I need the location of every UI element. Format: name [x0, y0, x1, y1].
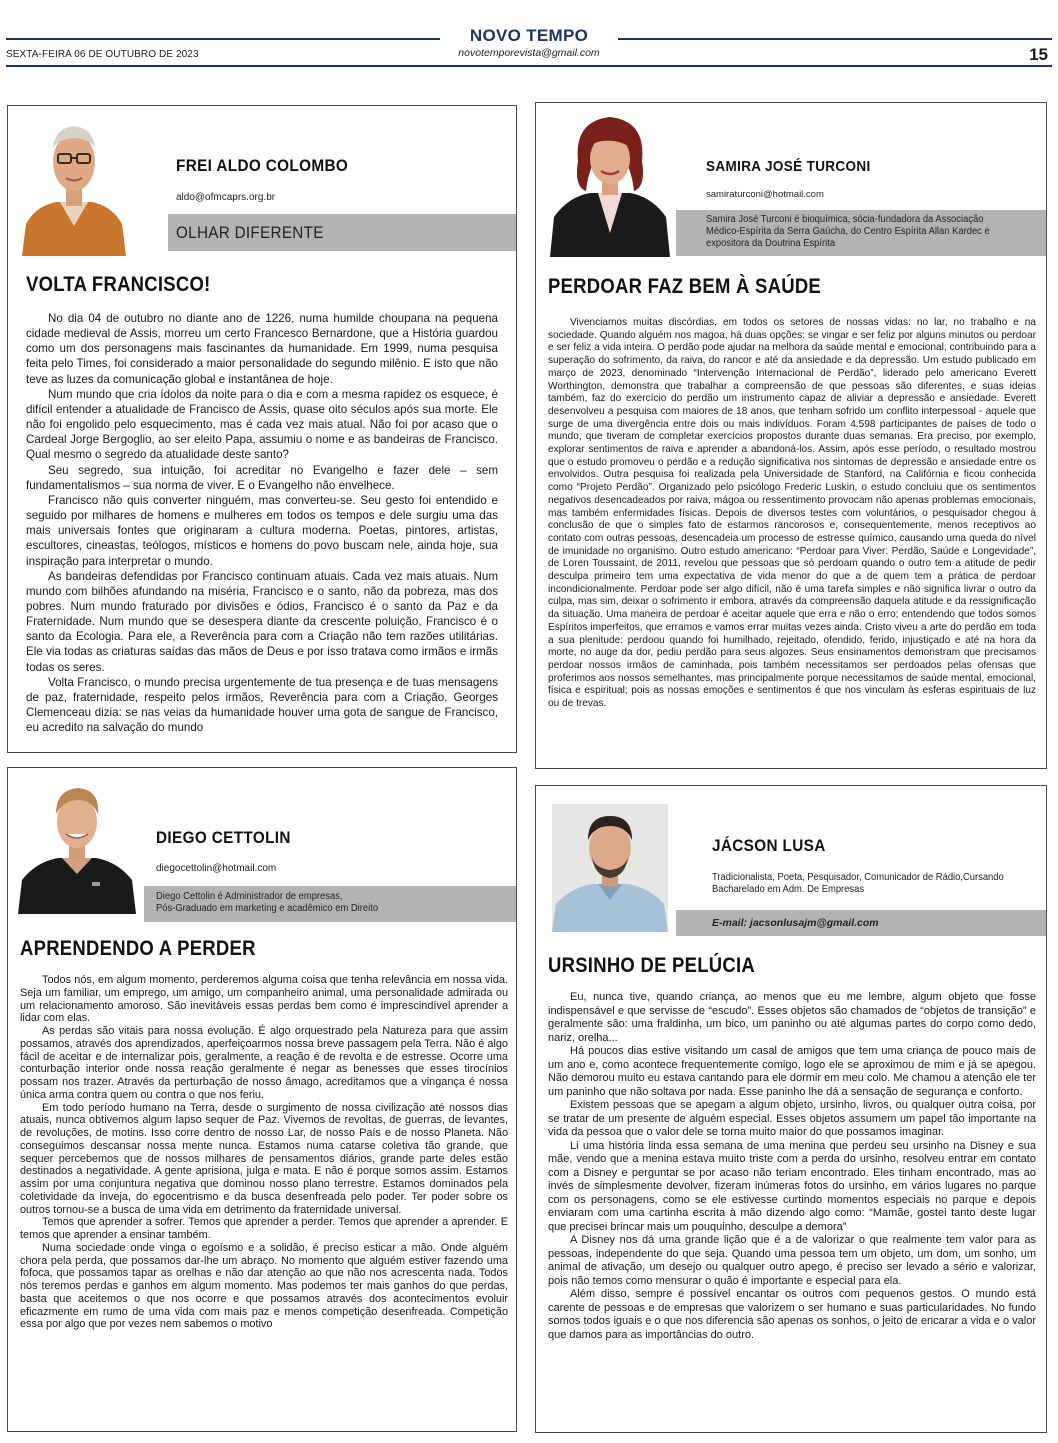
author-bio — [156, 891, 485, 915]
author-name: DIEGO CETTOLIN — [156, 828, 291, 847]
paragraph: Li uma história linda essa semana de uma menina que perdeu seu ursinho na Disney e sua mãe, vendo que a menina estava muito triste com a perda do ursinho, resolveu entrar em contato com a Disney e perguntar se por acaso não teriam encontrado. Eles tinham encontrado, mas ao invés de simplesmente devolver, fizeram inúmeras fotos do ursinho, em vários lugares no parque com os personagens, como se ele estivesse curtindo momentos especiais no parque e depois enviaram com uma cartinha escrita à mão dizendo algo como: “Mamãe, gostei tanto deste lugar que precisei brincar mais um pouquinho, desculpe a demora” — [548, 1139, 1036, 1233]
page-number: 15 — [1029, 45, 1048, 64]
column-samira-jose-turconi — [535, 102, 1047, 769]
portrait-icon — [552, 804, 668, 932]
article-headline: PERDOAR FAZ BEM À SAÚDE — [548, 275, 822, 298]
author-bio-line: Diego Cettolin é Administrador de empresas, — [156, 891, 343, 902]
portrait-icon — [18, 772, 136, 914]
paragraph: No dia 04 de outubro no diante ano de 1226, numa humilde choupana na pequena cidade medieval de Assis, morreu um certo Francesco Bernardone, que a História guardou como um dos personagens mais fascinantes da humanidade. Em 1999, numa pesquisa feita pelo Times, foi considerado a maior personalidade do segundo milênio. E isto que não teve as luzes da comunicação global e instantânea de hoje. — [26, 312, 498, 386]
paragraph: A Disney nos dá uma grande lição que é a de valorizar o que realmente tem valor para as pessoas, independente do que seja. Quando uma pessoa tem um objeto, um dom, um sonho, um animal de ativação, um desejo ou qualquer outro apego, é preciso ser levado a sério e valorizar, pois não temos como mensurar o quão é importante e especial para ela. — [548, 1234, 1036, 1287]
paragraph: Volta Francisco, o mundo precisa urgentemente de tua presença e de tuas mensagens de paz, fraternidade, respeito pelos irmãos, Reverência para com a Criação. Georges Clemenceau dizia: se nas veias da humanidade houver uma gota de sangue de Francisco, eu acredito na salvação do mundo — [26, 675, 498, 735]
paragraph: Num mundo que cria ídolos da noite para o dia e com a mesma rapidez os esquece, é difícil entender a atualidade de Francisco de Assis, quase oito séculos após sua morte. Ele não foi engolido pelo esquecimento, mas é cada vez mais atual. Não foi por acaso que o Cardeal Jorge Bergoglio, ao ser eleito Papa, assumiu o nome e as bandeiras de Francisco. Qual mesmo o segredo da atualidade deste santo? — [26, 387, 498, 462]
paragraph: Francisco não quis converter ninguém, mas converteu-se. Seu gesto foi entendido e seguido por milhares de homens e mulheres em todos os tempos e dele surgiu uma das mais universais fontes que originaram a cultura moderna. Poetas, pintores, artistas, escultores, cineastas, teólogos, místicos e homens do povo buscam nele, ainda hoje, sua inspiração para interpretar o mundo. — [26, 493, 498, 568]
paragraph: Todos nós, em algum momento, perderemos alguma coisa que tenha relevância em nossa vida. Seja um familiar, um emprego, um amigo, um companheiro animal, uma personalidade admirada ou um relacionamento amoroso. São inevitáveis essas perdas bem como é imprescindível aprender a lidar com elas. — [20, 974, 508, 1025]
newspaper-name: NOVO TEMPO — [469, 26, 589, 45]
paragraph: As bandeiras defendidas por Francisco continuam atuais. Cada vez mais atuais. Num mundo com bilhões afundando na miséria, Francisco e o santo, não da pobreza, mas dos pobres. Num mundo fraturado por divisões e ódios, Francisco é o santo da Paz e da Fraternidade. Num mundo que se desespera diante da crescente poluição, Francisco é o santo da Ecologia. Para ele, a Reverência para com a Criação não tem razões utilitárias. Ele via todas as criaturas saídas das mãos de Deus e por isso tratava como irmãos e irmãs todas os seres. — [26, 569, 498, 674]
article-body — [26, 311, 498, 735]
paragraph: Existem pessoas que se apegam a algum objeto, ursinho, livros, ou qualquer outra coisa, por se tratar de um presente de alguém especial. Esses objetos assumem um papel tão importante na vida da pessoa que o valor dele se torna muito maior do que possamos imaginar. — [548, 1099, 1036, 1138]
article-headline: URSINHO DE PELÚCIA — [548, 954, 756, 977]
author-photo — [552, 804, 668, 932]
author-email[interactable]: samiraturconi@hotmail.com — [706, 189, 824, 200]
author-photo — [18, 772, 136, 914]
article-body — [548, 317, 1036, 711]
author-bio-line: Tradicionalista, Poeta, Pesquisador, Comunicador de Rádio,Cursando — [712, 872, 1004, 883]
paragraph: Há poucos dias estive visitando um casal de amigos que tem uma criança de pouco mais de um ano e, como acontece frequentemente comigo, logo ele se aproximou de mim e já se apegou. Não demorou muito eu estava cantando para ele dormir em meu colo. Me chamou a atenção ele ter um paninho que não soltava por nada. Esse paninho lhe dá a sensação de segurança e conforto. — [548, 1045, 1036, 1098]
portrait-icon — [550, 105, 670, 257]
paragraph: Seu segredo, sua intuição, foi acreditar no Evangelho e fazer dele – sem fundamentalismos – sua norma de viver. E o Evangelho não envelhece. — [26, 463, 498, 492]
paragraph: Em todo período humano na Terra, desde o surgimento de nossa civilização até nossos dias atuais, nunca obtivemos algum lapso sequer de Paz. Vivemos de revoltas, de guerras, de levantes, de revoluções, de motins. Isso corre dentro de nosso Lar, de nosso País e de nosso Planeta. Não conseguimos descansar nossa mente nunca. Estamos numa catarse coletiva tão grande, que sequer percebemos que de nossos milhares de pensamentos diários, grande parte deles estão destinados a negatividade. A gente aprisiona, julga e mata. E não é porque somos assim. Estamos assim por uma conjuntura negativa que dominou nosso plano terrestre. Estamos dominados pela coletividade da inveja, do egocentrismo e da busca desenfreada pelo poder. Ter poder sobre os outros tornou-se a busca de uma vida em detrimento da fraternidade universal. — [20, 1101, 508, 1216]
author-bio-line: Bacharelado em Adm. De Empresas — [712, 884, 865, 895]
article-headline: VOLTA FRANCISCO! — [26, 273, 211, 296]
header-bottom-rule — [6, 65, 1052, 67]
author-email[interactable]: aldo@ofmcaprs.org.br — [176, 192, 276, 203]
masthead — [440, 26, 618, 64]
author-photo — [22, 106, 126, 256]
author-bio: Samira José Turconi é bioquímica, sócia-fundadora da Associação Médico-Espírita da Serra Gaúcha, do Centro Espírita Allan Kardec e expositora da Doutrina Espírita — [706, 214, 990, 249]
section-label: OLHAR DIFERENTE — [176, 223, 324, 242]
paragraph: Vivenciamos muitas discórdias, em todos os setores de nossas vidas: no lar, no trabalho e na sociedade. Quando alguém nos magoa, há duas opções: se vingar e ser feliz por alguns minutos ou perdoar e ser feliz a vida inteira. O perdão pode ajudar na melhora da saúde mental e emocional, contribuindo para a superação do sofrimento, da raiva, do rancor e até da ansiedade e da depressão. Um estudo publicado em março de 2023, denominado “Intervenção Internacional de Perdão”, liderado pelo americano Everett Worthington, demonstra que trabalhar a compreensão de que pessoas são diferentes, e suas ideias também, faz do exercício do perdão um instrumento capaz de aliviar a depressão e ansiedade. Everett desenvolveu a pesquisa com maiores de 18 anos, que tenham sofrido um conflito interpessoal - aquele que surge de uma divergência entre dois ou mais indivíduos. Foram 4.598 participantes de países de todo o mundo, que tiveram de completar exercícios propostos durante duas semanas. Era preciso, por exemplo, explorar sentimentos de raiva e aprender a abandoná-los. Assim, após esse período, o resultado mostrou que o estudo promoveu o perdão e a redução significativa nos sintomas de depressão e ansiedade entre os envolvidos. Outra pesquisa foi realizada pela Universidade de Stanford, na Califórnia e ficou conhecida como “Projeto Perdão”. Organizado pelo psicólogo Frederic Luskin, o estudo concluiu que os sentimentos negativos desencadeados por raiva, mágoa ou ressentimento provocam não apenas problemas emocionais, mas também enfermidades físicas. Depois de diversos testes com voluntários, o pesquisador chegou à conclusão de que o simples fato de estarmos rancorosos e, consequentemente, menos receptivos ao contato com outras pessoas, desencadeia um processo de estresse químico, causando uma queda do nível de imunidade no organismo. Outro estudo americano: “Perdoar para Viver: Perdão, Saúde e Longevidade”, de Loren Toussaint, de 2011, revelou que pessoas que só perdoam quando o outro tem a atitude de pedir desculpa primeiro tem uma expectativa de vida menor do que a de quem tem a prática de perdoar incondicionalmente. Perdoar pode ser algo difícil, não é uma tarefa simples e não significa livrar o outro da culpa, mas sim, deixar o sofrimento ir embora, através da compreensão daquela atitude e da ressignificação da situação. Uma maneira de perdoar é aceitar aquele que erra e não o erro; entendendo que todos somos Espíritos imperfeitos, que erramos e vamos errar muitas vezes ainda. Cristo viveu a arte do perdão em toda a sua plenitude: perdoou quando foi humilhado, rejeitado, ofendido, ferido, injustiçado e até na hora da morte, no auge da dor, pediu perdão para seus algozes. Seus ensinamentos demonstram que precisamos perdoar nossos irmãos de caminhada, pois também necessitamos ser perdoados pelas ofensas que proferimos aos nossos semelhantes, mas principalmente porque necessitamos de saúde mental, emocional, física e espiritual; pois as nossas emoções e sentimentos é que nos vinculam às esferas espirituais de luz ou de trevas. — [548, 317, 1036, 710]
paragraph: As perdas são vitais para nossa evolução. É algo orquestrado pela Natureza para que assim possamos, através dos aprendizados, aperfeiçoarmos nossa breve passagem pela Terra. Não é algo fácil de aceitar e de internalizar pois, geralmente, a reação é de revolta e de estresse. Ocorre uma conturbação interior onde nossa reação geralmente é negar as benesses que esses tirocínios possam nos trazer. Através da perturbação de nosso âmago, acreditamos que a vingança é nossa única arma contra quem ou contra o que nos feriu. — [20, 1025, 508, 1101]
author-email[interactable]: diegocettolin@hotmail.com — [156, 863, 277, 874]
paragraph: Temos que aprender a sofrer. Temos que aprender a perder. Temos que aprender a aprender. E temos que aprender a ensinar também. — [20, 1216, 508, 1241]
author-name: FREI ALDO COLOMBO — [176, 156, 349, 175]
author-name: JÁCSON LUSA — [712, 836, 826, 855]
edition-date: SEXTA-FEIRA 06 DE OUTUBRO DE 2023 — [6, 49, 199, 60]
portrait-icon — [22, 106, 126, 256]
paragraph: Eu, nunca tive, quando criança, ao menos que eu me lembre, algum objeto que fosse indispensável e que servisse de “escudo”. Esses objetos são chamados de “objetos de transição” e geralmente são: uma fraldinha, um bico, um paninho ou até algumas partes do corpo como dedo, nariz, orelha... — [548, 991, 1036, 1044]
column-jacson-lusa — [535, 785, 1047, 1433]
author-email[interactable]: E-mail: jacsonlusajm@gmail.com — [712, 917, 879, 929]
article-headline: APRENDENDO A PERDER — [20, 937, 256, 960]
column-frei-aldo-colombo — [7, 105, 517, 753]
author-photo — [550, 105, 670, 257]
paragraph: Numa sociedade onde vinga o egoísmo e a solidão, é preciso esticar a mão. Onde alguém chora pela perda, que possamos dar-lhe um abraço. No momento que alguém estiver fazendo uma fofoca, que possamos tapar as orelhas e não dar atenção ao que não nos acrescenta nada. Todos nós teremos perdas e ganhos em algum momento. Mas podemos ter mais ganhos do que perdas, basta que aceitemos o que nos ocorre e que possamos através dos acontecimentos evoluir eficazmente em rumo de uma vida com mais paz e menos competição desenfreada. Competição essa por algo que por vezes nem sabemos o motivo — [20, 1241, 508, 1331]
newspaper-email[interactable]: novotemporevista@gmail.com — [458, 47, 600, 59]
author-name: SAMIRA JOSÉ TURCONI — [706, 158, 871, 175]
author-bio — [712, 872, 1022, 896]
article-body — [548, 991, 1036, 1342]
paragraph: Além disso, sempre é possível encantar os outros com pequenos gestos. O mundo está carente de pessoas e de empresas que valorizem o ser humano e suas particularidades. No fundo somos todos iguais e o que nos diferencia são apenas os sonhos, o jeito de encarar a vida e o valor que damos para as importâncias do outro. — [548, 1288, 1036, 1341]
author-bio-line: Pós-Graduado em marketing e acadêmico em Direito — [156, 903, 379, 914]
column-diego-cettolin — [7, 767, 517, 1432]
article-body — [20, 974, 508, 1331]
